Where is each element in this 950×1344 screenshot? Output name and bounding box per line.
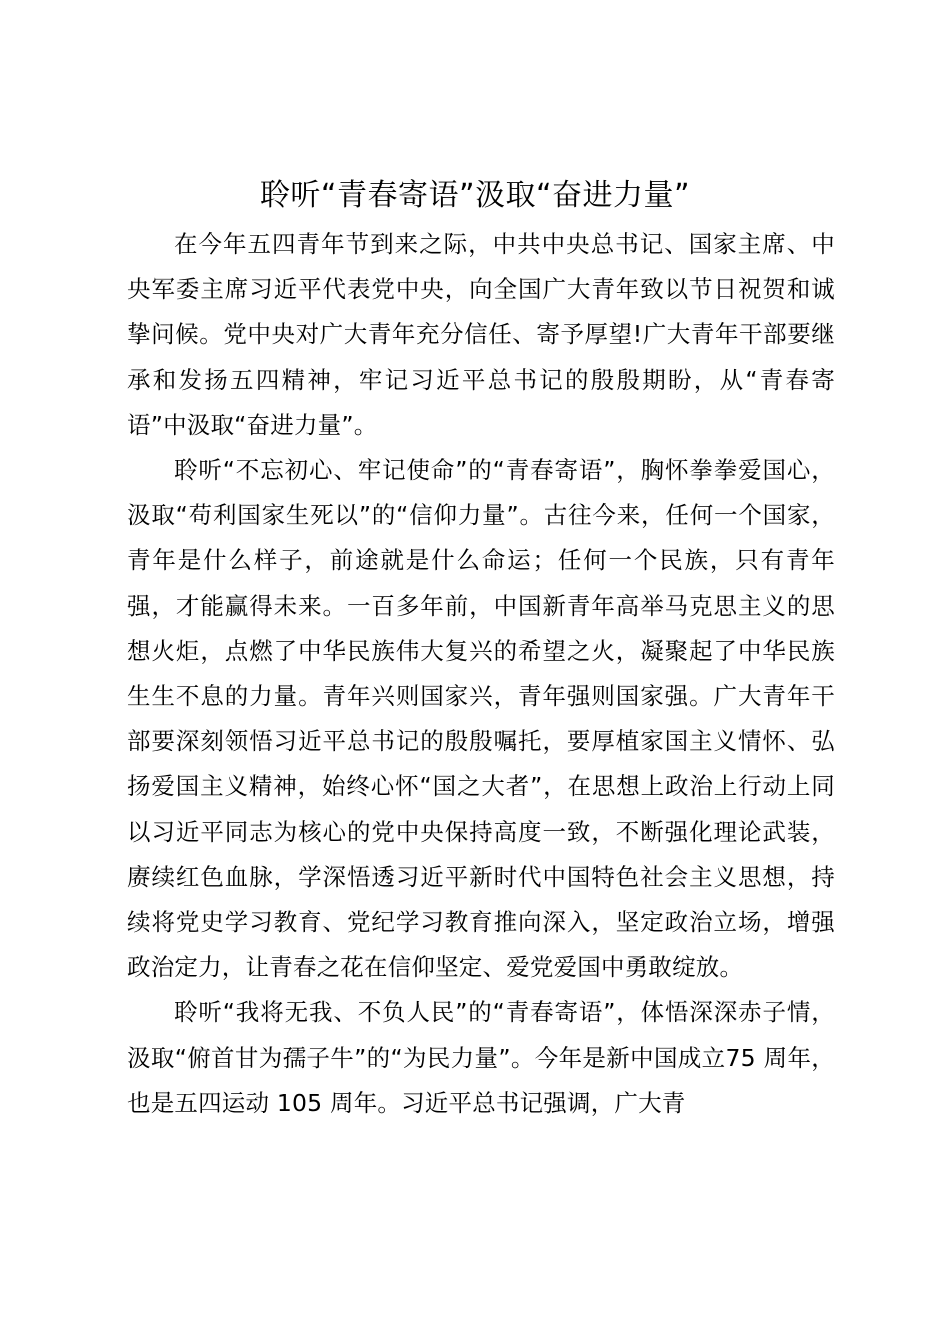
paragraph-2: 聆听“不忘初心、牢记使命”的“青春寄语”，胸怀拳拳爱国心，汲取“苟利国家生死以”的“信仰力量”。古往今来，任何一个国家，青年是什么样子，前途就是什么命运；任何一个民族，只有青年强，才能赢得未来。一百多年前，中国新青年高举马克思主义的思想火炬，点燃了中华民族伟大复兴的希望之火，凝聚起了中华民族生生不息的力量。青年兴则国家兴，青年强则国家强。广大青年干部要深刻领悟习近平总书记的殷殷嘱托，要厚植家国主义情怀、弘扬爱国主义精神，始终心怀“国之大者”，在思想上政治上行动上同以习近平同志为核心的党中央保持高度一致，不断强化理论武装，赓续红色血脉，学深悟透习近平新时代中国特色社会主义思想，持续将党史学习教育、党纪学习教育推向深入，坚定政治立场，增强政治定力，让青春之花在信仰坚定、爱党爱国中勇敢绽放。 [127,456,835,982]
document-body [127,222,835,1126]
paragraph-3: 聆听“我将无我、不负人民”的“青春寄语”，体悟深深赤子情，汲取“俯首甘为孺子牛”的“为民力量”。今年是新中国成立75 周年，也是五四运动 105 周年。习近平总书记强调，广大青 [127,998,835,1117]
document-title: 聆听“青春寄语”汲取“奋进力量” [259,178,691,213]
paragraph-1: 在今年五四青年节到来之际，中共中央总书记、国家主席、中央军委主席习近平代表党中央，向全国广大青年致以节日祝贺和诚挚问候。党中央对广大青年充分信任、寄予厚望!广大青年干部要继承和发扬五四精神，牢记习近平总书记的殷殷期盼，从“青春寄语”中汲取“奋进力量”。 [127,230,835,439]
